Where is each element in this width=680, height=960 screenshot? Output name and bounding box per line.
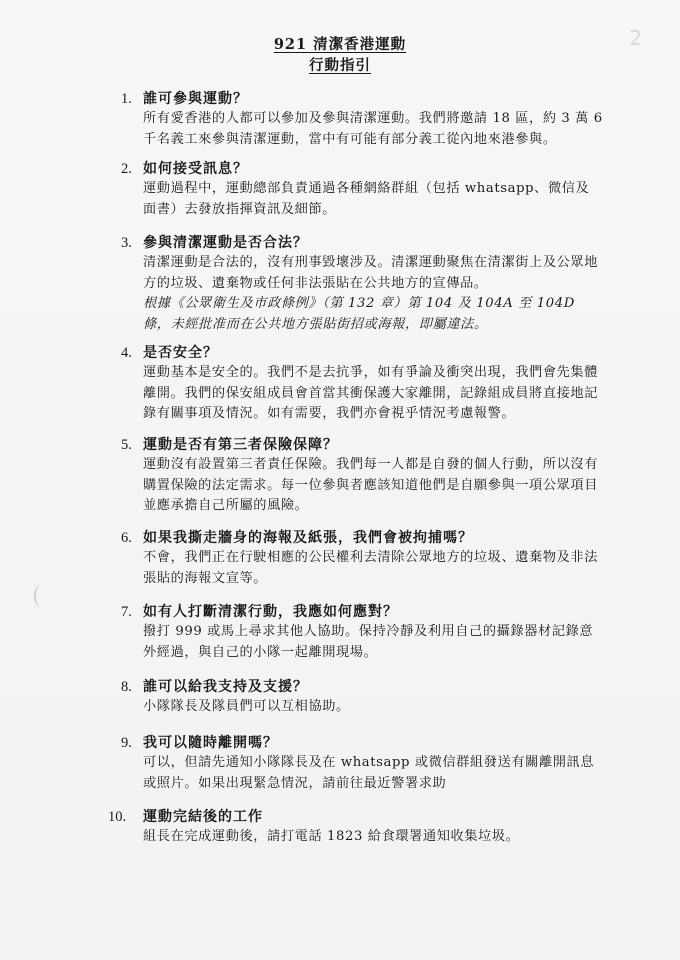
faq-number: 2. xyxy=(121,161,132,177)
faq-question: 誰可參與運動？ xyxy=(143,91,248,107)
faq-answer-text: 可以，但請先通知小隊隊長及在 whatsapp 或微信群組發送有關離開訊息或照片。如果出現緊急情況，請前往最近警署求助 xyxy=(143,755,595,791)
faq-question: 是否安全？ xyxy=(143,345,218,361)
faq-answer xyxy=(143,753,603,794)
faq-question: 運動是否有第三者保險保障？ xyxy=(143,437,338,453)
faq-answer xyxy=(143,179,603,220)
faq-number: 9. xyxy=(121,735,132,751)
faq-number: 1. xyxy=(121,91,132,107)
faq-answer xyxy=(143,253,603,335)
faq-answer-text: 組長在完成運動後，請打電話 1823 給食環署通知收集垃圾。 xyxy=(143,829,520,844)
faq-question: 我可以隨時離開嗎？ xyxy=(143,735,278,751)
faq-question: 參與清潔運動是否合法？ xyxy=(143,235,308,251)
faq-number: 7. xyxy=(121,604,132,620)
faq-number: 8. xyxy=(121,679,132,695)
faq-answer xyxy=(143,622,603,663)
faq-answer-text: 運動沒有設置第三者責任保險。我們每一人都是自發的個人行動，所以沒有購置保險的法定需求。每一位參與者應該知道他們是自願參與一項公眾項目並應承擔自己所屬的風險。 xyxy=(143,457,598,513)
faq-answer-text: 運動過程中，運動總部負責通過各種網絡群組（包括 whatsapp、微信及面書）去發放指揮資訊及細節。 xyxy=(143,181,590,217)
faq-question: 如何接受訊息？ xyxy=(143,161,248,177)
document-subtitle: 行動指引 xyxy=(309,57,371,74)
faq-answer xyxy=(143,109,603,150)
faq-answer xyxy=(143,697,603,718)
document-title: 921 清潔香港運動 xyxy=(273,36,407,53)
faq-number: 10. xyxy=(108,809,127,825)
punch-hole-mark xyxy=(34,585,48,607)
page-number-mark: 2 xyxy=(629,26,642,50)
faq-question: 如果我撕走牆身的海報及紙張，我們會被拘捕嗎？ xyxy=(143,530,473,546)
faq-number: 3. xyxy=(121,235,132,251)
faq-answer-text: 清潔運動是合法的，沒有刑事毀壞涉及。清潔運動聚焦在清潔街上及公眾地方的垃圾、遺棄物或任何非法張貼在公共地方的宣傳品。 xyxy=(143,255,598,291)
faq-answer xyxy=(143,455,603,517)
faq-question: 運動完結後的工作 xyxy=(143,809,263,825)
faq-answer xyxy=(143,548,603,589)
faq-number: 6. xyxy=(121,530,132,546)
faq-answer-text: 不會，我們正在行駛相應的公民權利去清除公眾地方的垃圾、遺棄物及非法張貼的海報文宣等。 xyxy=(143,550,598,586)
faq-question: 誰可以給我支持及支援？ xyxy=(143,679,308,695)
faq-number: 5. xyxy=(121,437,132,453)
faq-answer-text: 撥打 999 或馬上尋求其他人協助。保持冷靜及利用自己的攝錄器材記錄意外經過，與自己的小隊一起離開現場。 xyxy=(143,624,594,660)
faq-answer-text: 小隊隊長及隊員們可以互相協助。 xyxy=(143,699,350,714)
faq-answer xyxy=(143,363,603,425)
faq-question: 如有人打斷清潔行動，我應如何應對？ xyxy=(143,604,398,620)
faq-number: 4. xyxy=(121,345,132,361)
faq-legal-note: 根據《公眾衛生及市政條例》（第 132 章）第 104 及 104A 至 104D 條，未經批准而在公共地方張貼街招或海報，即屬違法。 xyxy=(143,296,575,332)
faq-answer-text: 運動基本是安全的。我們不是去抗爭，如有爭論及衝突出現，我們會先集體離開。我們的保安組成員會首當其衝保護大家離開，記錄組成員將直接地記錄有關事項及情況。如有需要，我們亦會視乎情況考慮報警。 xyxy=(143,365,598,421)
document-header xyxy=(0,34,680,76)
faq-answer xyxy=(143,827,603,848)
faq-answer-text: 所有愛香港的人都可以參加及參與清潔運動。我們將邀請 18 區，約 3 萬 6 千名義工來參與清潔運動，當中有可能有部分義工從內地來港參與。 xyxy=(143,111,603,147)
